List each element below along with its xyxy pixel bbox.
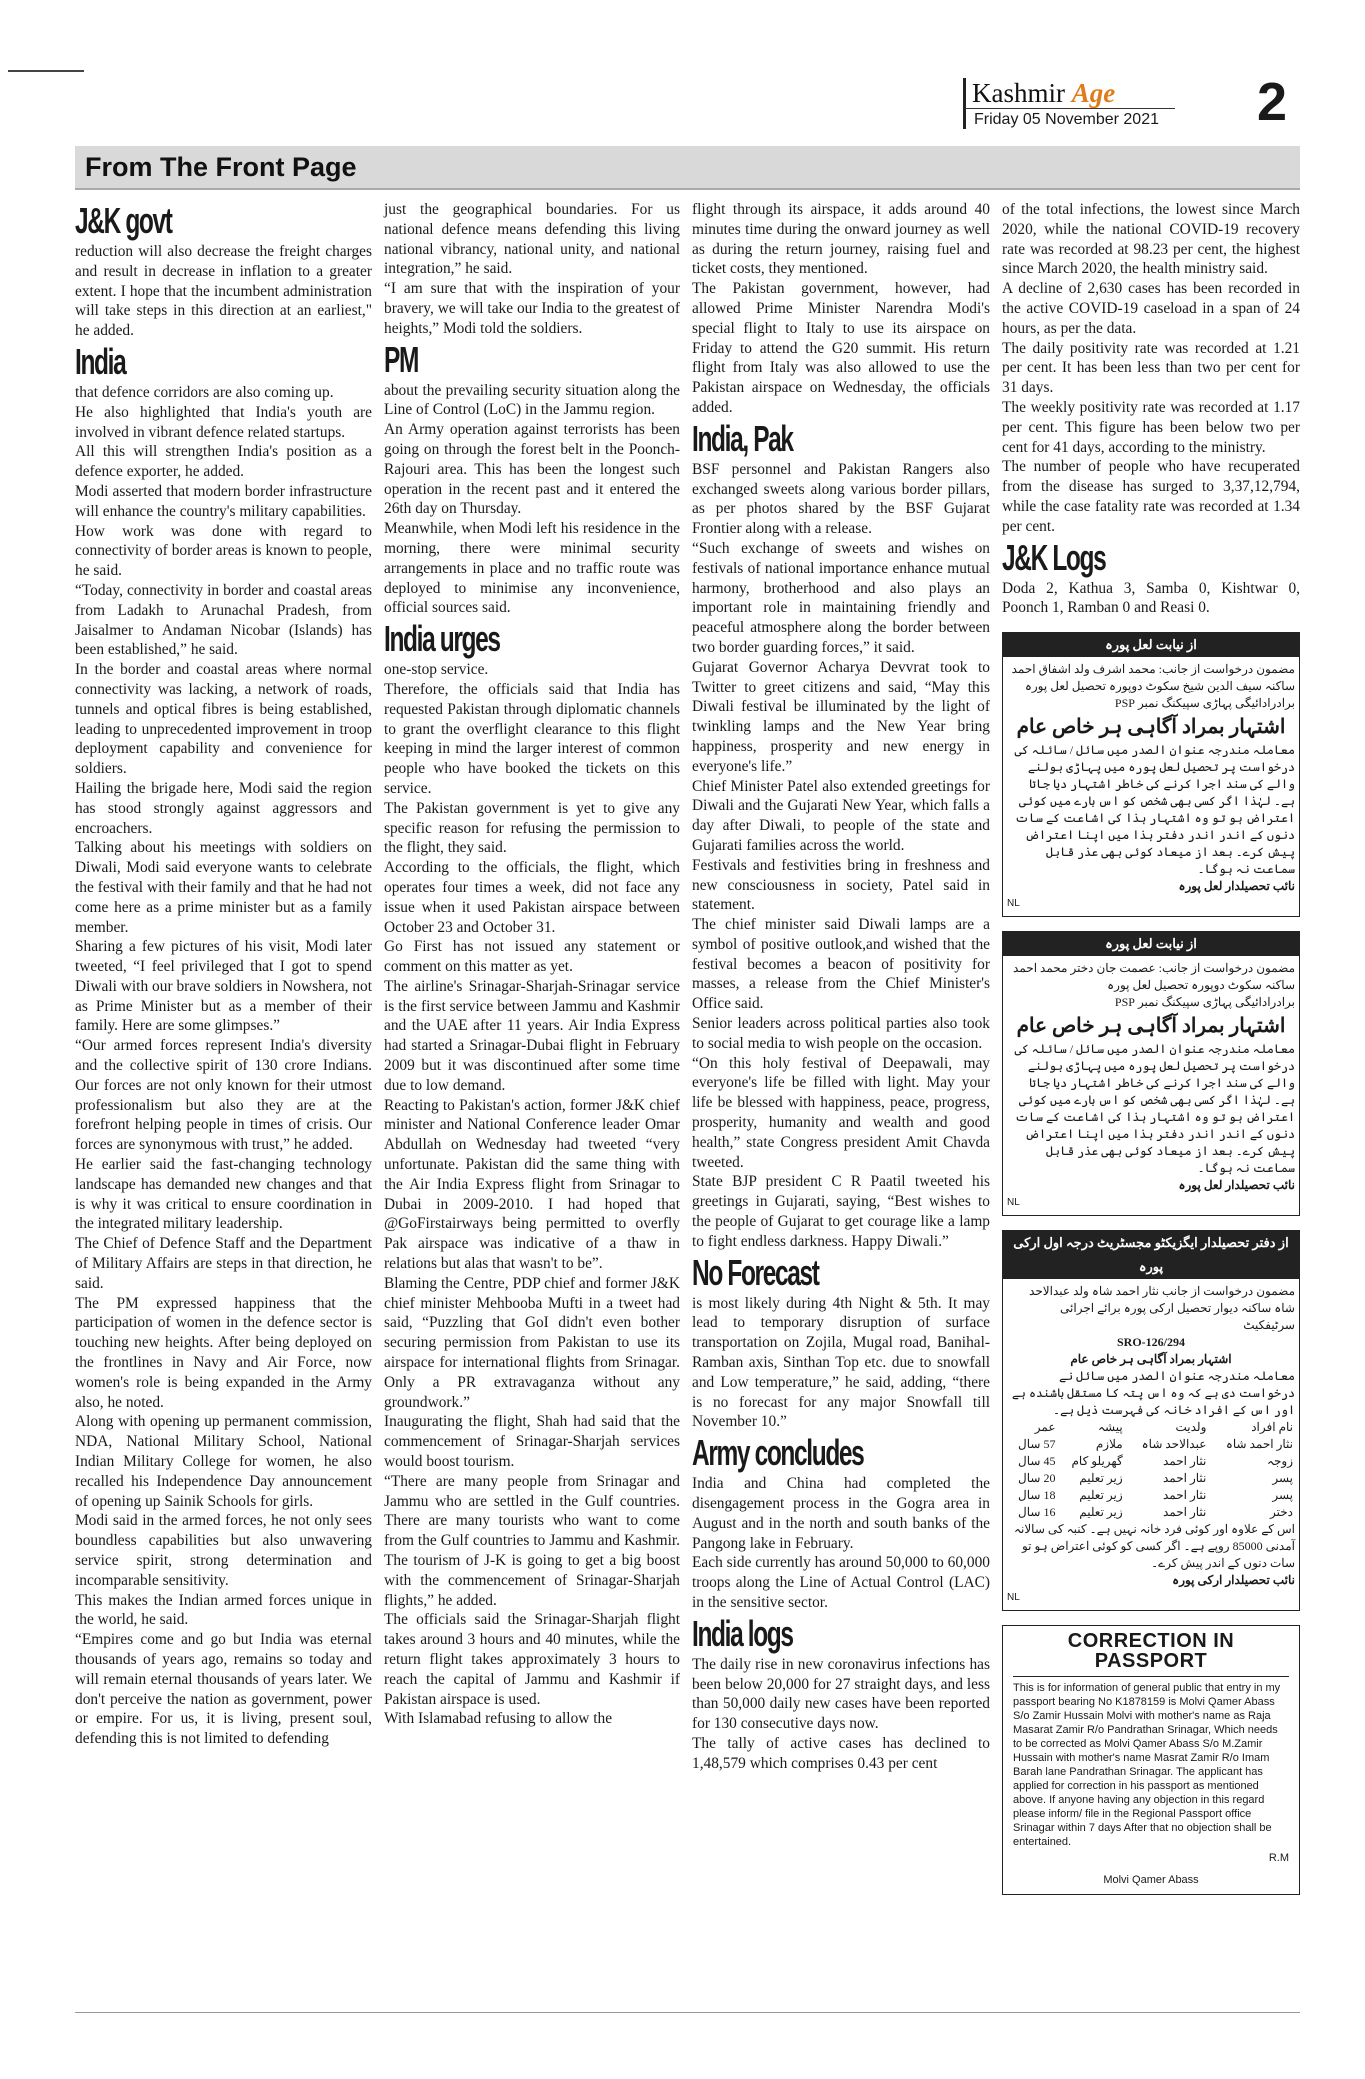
table-row xyxy=(1007,1470,1295,1487)
paragraph: Go First has not issued any statement or comment on this matter as yet. xyxy=(384,938,680,976)
notice-rm: R.M xyxy=(1268,1851,1289,1864)
paragraph: India and China had completed the disengagement process in the Gogra area in August and in the north and south banks of the Pangong lake in February. xyxy=(692,1475,990,1552)
headline-india-pak: India, Pak xyxy=(692,417,793,459)
column-2 xyxy=(384,200,680,1729)
table-cell: گھریلو کام xyxy=(1071,1454,1123,1469)
paragraph: Talking about his meetings with soldiers on Diwali, Modi said everyone wants to celebrate the festival with their family and that he had not come here as a prime minister but as a family member. xyxy=(75,839,372,936)
paragraph: This makes the Indian armed forces unique in the world, he said. xyxy=(75,1591,372,1629)
paragraph: just the geographical boundaries. For us national defence means defending this living national vibrancy, national unity, and national integration,” he said. xyxy=(384,201,680,278)
paragraph: Blaming the Centre, PDP chief and former J&K chief minister Mehbooba Mufti in a tweet had said, “Puzzling that GoI didn't even bother securing permission from Pakistan to use its airspace for international flights from Srinagar. Only a PR extravaganza without any groundwork.” xyxy=(384,1274,680,1411)
paragraph: Doda 2, Kathua 3, Samba 0, Kishtwar 0, Poonch 1, Ramban 0 and Reasi 0. xyxy=(1002,579,1300,617)
masthead xyxy=(963,78,1175,129)
table-cell: نثار احمد xyxy=(1162,1505,1207,1520)
paragraph: flight through its airspace, it adds around 40 minutes time during the onward journey as well as during the return journey, raising fuel and ticket costs, they mentioned. xyxy=(692,201,990,278)
table-cell: 16 سال xyxy=(1018,1505,1056,1520)
table-cell: نثار احمد xyxy=(1162,1454,1207,1469)
paragraph: The tally of active cases has declined to 1,48,579 which comprises 0.43 per cent xyxy=(692,1734,990,1772)
paragraph: The daily positivity rate was recorded at 1.21 per cent. It has been less than two per cent for 31 days. xyxy=(1002,339,1300,397)
notice-body: معاملہ مندرجہ عنوان الصدر میں سائل / سائلہ کی درخواست پر تحصیل لعل پورہ میں پہاڑی بولنے والے کی سند اجرا کرنے کی خاطر اشتہار دیا جاتا ہے۔ لہٰذا اگر کسی بھی شخص کو اس بارے میں کوئی اعتراض ہو تو وہ اشتہار ہذا کی اشاعت کے سات دنوں کے اندر اندر دفتر ہذا میں اپنا اعتراض پیش کرے۔ بعد از میعاد کوئی بھی عذر قابل سماعت نہ ہوگا۔ xyxy=(1014,743,1295,877)
paragraph: Reacting to Pakistan's action, former J&K chief minister and National Conference leader Omar Abdullah on Wednesday had tweeted “very unfortunate. Pakistan did the same thing with the Air India Express flight from Srinagar to Dubai in 2009-2010. I had hoped that @GoFirstairways being permitted to overfly Pak airspace was indicative of a thaw in relations but alas that wasn't to be”. xyxy=(384,1096,680,1273)
paragraph: Therefore, the officials said that India has requested Pakistan through diplomatic channels to grant the overflight clearance to this flight keeping in mind the larger interest of common people who have booked the tickets on this service. xyxy=(384,680,680,797)
notice-header: از نیابت لعل پورہ xyxy=(1003,932,1299,956)
table-row xyxy=(1007,1504,1295,1521)
paragraph: “Empires come and go but India was eternal thousands of years ago, remains so today and will remain eternal thousands of years later. We don't perceive the nation as government, power or empire. For us, it is living, present soul, defending this is not limited to defending xyxy=(75,1631,372,1748)
family-table xyxy=(1007,1419,1295,1521)
notice-title: اشتہار بمراد آگاہی ہر خاص عام xyxy=(1016,1015,1286,1038)
paragraph: Meanwhile, when Modi left his residence in the morning, there were minimal security arrangements in place and no traffic route was deployed to minimise any inconvenience, official sources said. xyxy=(384,520,680,617)
page-number: 2 xyxy=(1257,72,1288,132)
paragraph: Along with opening up permanent commission, NDA, National Military School, National Indian Military College for women, he also recalled his Independence Day announcement of opening up Sainik Schools for girls. xyxy=(75,1413,372,1510)
paragraph: “There are many people from Srinagar and Jammu who are settled in the Gulf countries. There are many tourists who want to come from the Gulf countries to Jammu and Kashmir. The tourism of J-K is going to get a big boost with the commencement of Srinagar-Sharjah flights,” he added. xyxy=(384,1472,680,1609)
headline-army-concludes: Army concludes xyxy=(692,1432,864,1474)
table-cell: 45 سال xyxy=(1018,1454,1056,1469)
notice-title: CORRECTION IN PASSPORT xyxy=(1013,1632,1289,1677)
paragraph: “Our armed forces represent India's diversity and the collective spirit of 130 crore Indians. Our forces are not only known for their utmost professionalism but also they are at the forefront helping people in times of crisis. Our forces are synonymous with trust,” he added. xyxy=(75,1037,372,1154)
paragraph: reduction will also decrease the freight charges and result in decrease in inflation to a greater extent. I hope that the incumbent administration will take steps in this direction at an earliest," he added. xyxy=(75,243,372,340)
table-header-cell: عمر xyxy=(1034,1420,1056,1435)
issue-date: Friday 05 November 2021 xyxy=(963,108,1175,129)
section-header xyxy=(75,146,1300,190)
paragraph: Each side currently has around 50,000 to 60,000 troops along the Line of Actual Control (LAC) in the sensitive sector. xyxy=(692,1554,990,1611)
paragraph: The Pakistan government, however, had allowed Prime Minister Narendra Modi's special flight to Italy to use its airspace on Friday to attend the G20 summit. His return flight from Italy was also allowed to use the Pakistan airspace on Wednesday, the officials added. xyxy=(692,280,990,416)
paragraph: With Islamabad refusing to allow the xyxy=(384,1710,613,1728)
table-cell: زیر تعلیم xyxy=(1079,1488,1123,1503)
paragraph: of the total infections, the lowest since March 2020, while the national COVID-19 recovery rate was recorded at 98.23 per cent, the highest since March 2020, the health ministry said. xyxy=(1002,201,1300,278)
paragraph: “I am sure that with the inspiration of your bravery, we will take our India to the greatest of heights,” Modi told the soldiers. xyxy=(384,280,680,337)
paragraph: Festivals and festivities bring in freshness and new consciousness in society, Patel said in statement. xyxy=(692,856,990,914)
notice-body: This is for information of general public that entry in my passport bearing No K1878159 is Molvi Qamer Abass S/o Zamir Hussain Molvi with mother's name as Raja Masarat Zamir R/o Pandrathan Srinagar, Which needs to be corrected as Molvi Qamer Abass S/o M.Zamir Hussain with mother's name Masrat Zamir R/o Imam Barah lane Pandrathan Srinagar. The applicant has applied for correction in his passport as mentioned above. If anyone having any objection in this regard please inform/ file in the Regional Passport office Srinagar within 7 days After that no objection shall be entertained. xyxy=(1013,1681,1281,1848)
notice-body: معاملہ مندرجہ عنوان الصدر میں سائل / سائلہ کی درخواست پر تحصیل لعل پورہ میں پہاڑی بولنے والے کی سند اجرا کرنے کی خاطر اشتہار دیا جاتا ہے۔ لہٰذا اگر کسی بھی شخص کو اس بارے میں کوئی اعتراض ہو تو وہ اشتہار ہذا کی اشاعت کے سات دنوں کے اندر اندر دفتر ہذا میں اپنا اعتراض پیش کرے۔ بعد از میعاد کوئی بھی عذر قابل سماعت نہ ہوگا۔ xyxy=(1014,1042,1295,1176)
table-header-cell: پیشہ xyxy=(1097,1420,1123,1435)
notice-sro: SRO-126/294 xyxy=(1116,1335,1185,1350)
headline-pm: PM xyxy=(384,338,418,380)
notice-title: اشتہار بمراد آگاہی ہر خاص عام xyxy=(1016,716,1286,739)
notice-nl: NL xyxy=(1007,1592,1020,1604)
paragraph: The weekly positivity rate was recorded at 1.17 per cent. This figure has been below two per cent for 41 days, according to the ministry. xyxy=(1002,398,1300,456)
table-row xyxy=(1007,1436,1295,1453)
paragraph: “On this holy festival of Deepawali, may everyone's life be filled with light. May your life be blessed with happiness, peace, progress, prosperity, humanity and wealth and good health,” state Congress president Amit Chavda tweeted. xyxy=(692,1054,990,1171)
urdu-notice-1 xyxy=(1002,632,1300,917)
paragraph: Modi said in the armed forces, he not only sees boundless capabilities but also unwavering service spirit, strong determination and incomparable sensitivity. xyxy=(75,1512,372,1589)
table-header-row xyxy=(1007,1419,1295,1436)
paragraph: The Pakistan government is yet to give any specific reason for refusing the permission to the flight, they said. xyxy=(384,799,680,857)
table-cell: دختر xyxy=(1269,1505,1293,1520)
table-cell: پسر xyxy=(1272,1471,1293,1486)
table-cell: نثار احمد xyxy=(1162,1471,1207,1486)
headline-india: India xyxy=(75,340,126,382)
notice-signature: نائب تحصیلدار ارکی پورہ xyxy=(1172,1573,1295,1588)
newspaper-logo: Kashmir Age xyxy=(963,78,1175,108)
headline-jk-logs: J&K Logs xyxy=(1002,536,1106,578)
notice-body-2: اس کے علاوہ اور کوئی فرد خانہ نہیں ہے۔ کنبہ کی سالانہ آمدنی 85000 روپے ہے۔ اگر کسی کو کوئی اعتراض ہو تو سات دنوں کے اندر پیش کرے۔ xyxy=(1013,1522,1295,1571)
column-4 xyxy=(1002,200,1300,1895)
paragraph: The chief minister said Diwali lamps are a symbol of positive outlook,and wished that the festival becomes a beacon of positivity for masses, a release from the Chief Minister's Office said. xyxy=(692,916,990,1013)
notice-intro: مضمون درخواست از جانب: عصمت جان دختر محمد احمد ساکنہ سکوٹ دوپورہ تحصیل لعل پورہ xyxy=(1013,961,1295,993)
table-cell: پسر xyxy=(1272,1488,1293,1503)
table-cell: عبدالاحد شاہ xyxy=(1141,1437,1207,1452)
notice-signature: نائب تحصیلدار لعل پورہ xyxy=(1178,1178,1295,1193)
paragraph: “Such exchange of sweets and wishes on festivals of national importance enhance mutual harmony, brotherhood and also plays an important role in maintaining friendly and peaceful atmosphere along the border between two border guarding forces,” it said. xyxy=(692,539,990,656)
top-rule xyxy=(8,70,84,72)
paragraph: According to the officials, the flight, which operates four times a week, did not face any issue when it used Pakistan airspace between October 23 and October 31. xyxy=(384,859,680,936)
urdu-notice-3 xyxy=(1002,1230,1300,1611)
paragraph: BSF personnel and Pakistan Rangers also exchanged sweets along various border pillars, as per photos shared by the BSF Gujarat Frontier along with a release. xyxy=(692,460,990,538)
notice-nl: NL xyxy=(1007,898,1020,910)
table-cell: 57 سال xyxy=(1018,1437,1056,1452)
paragraph: is most likely during 4th Night & 5th. It may lead to temporary disruption of surface transportation on Zojila, Mugal road, Banihal-Ramban axis, Sinthan Top etc. due to snowfall and Low temperature,” he said, adding, “there is no forecast for any major Snowfall till November 10.” xyxy=(692,1294,990,1431)
paragraph: In the border and coastal areas where normal connectivity was lacking, a network of roads, tunnels and optical fibres is being established, leading to unprecedented improvement in troop deployment capability and convenience for soldiers. xyxy=(75,661,372,778)
table-header-cell: ولدیت xyxy=(1175,1420,1207,1435)
table-cell: 20 سال xyxy=(1018,1471,1056,1486)
paragraph: Gujarat Governor Acharya Devvrat took to Twitter to greet citizens and said, “May this Diwali festival be illuminated by the light of twinkling lamps and the New Year bring happiness, prosperity and new energy in everyone's life.” xyxy=(692,658,990,775)
paragraph: Senior leaders across political parties also took to social media to wish people on the occasion. xyxy=(692,1015,990,1052)
notice-nl: NL xyxy=(1007,1197,1020,1209)
table-header-cell: نام افراد xyxy=(1251,1420,1293,1435)
paragraph: Hailing the brigade here, Modi said the region has stood strongly against aggressors and encroachers. xyxy=(75,779,372,837)
notice-intro: مضمون درخواست از جانب: محمد اشرف ولد اشفاق احمد ساکنہ سیف الدین شیخ سکوٹ دوپورہ تحصیل لعل پورہ xyxy=(1011,662,1295,694)
notice-header: از نیابت لعل پورہ xyxy=(1003,633,1299,657)
paragraph: The officials said the Srinagar-Sharjah flight takes around 3 hours and 40 minutes, while the return flight takes approximately 3 hours to reach the capital of Jammu and Kashmir if Pakistan airspace is used. xyxy=(384,1611,680,1708)
passport-correction-notice xyxy=(1002,1625,1300,1895)
notice-header: از دفتر تحصیلدار ایگزیکٹو مجسٹریٹ درجہ اول ارکی پورہ xyxy=(1003,1231,1299,1279)
paragraph: An Army operation against terrorists has been going on through the forest belt in the Poonch-Rajouri area. This has been the longest such operation in the recent past and it entered the 26th day on Thursday. xyxy=(384,421,680,518)
urdu-notice-2 xyxy=(1002,931,1300,1216)
paragraph: He also highlighted that India's youth are involved in vibrant defence related startups. xyxy=(75,403,372,441)
headline-no-forecast: No Forecast xyxy=(692,1251,819,1293)
paragraph: “Today, connectivity in border and coastal areas from Ladakh to Arunachal Pradesh, from Jaisalmer to Andaman Nicobar (Islands) has been established,” he said. xyxy=(75,581,372,659)
notice-psp: برادرادائیگی پہاڑی سپیکنگ نمبر PSP xyxy=(1114,995,1295,1010)
paragraph: The PM expressed happiness that the participation of women in the defence sector is touching new heights. After being deployed on the frontlines in Navy and Air Force, now women's role is being expanded in the Army also, he noted. xyxy=(75,1294,372,1411)
column-3 xyxy=(692,200,990,1774)
notice-intro: مضمون درخواست از جانب نثار احمد شاہ ولد عبدالاحد شاہ ساکنہ دیوار تحصیل ارکی پورہ برائے اجرائی سرٹیفکیٹ xyxy=(1029,1284,1295,1333)
table-row xyxy=(1007,1453,1295,1470)
table-row xyxy=(1007,1487,1295,1504)
paragraph: The number of people who have recuperated from the disease has surged to 3,37,12,794, while the case fatality rate was recorded at 1.34 per cent. xyxy=(1002,458,1300,535)
notice-signature: نائب تحصیلدار لعل پورہ xyxy=(1178,879,1295,894)
notice-psp: برادرادائیگی پہاڑی سپیکنگ نمبر PSP xyxy=(1114,696,1295,711)
column-1 xyxy=(75,200,372,1749)
table-cell: زیر تعلیم xyxy=(1079,1471,1123,1486)
paragraph: about the prevailing security situation along the Line of Control (LoC) in the Jammu region. xyxy=(384,381,680,419)
headline-india-logs: India logs xyxy=(692,1612,793,1654)
section-title: From The Front Page xyxy=(85,152,357,182)
table-cell: زوجہ xyxy=(1266,1454,1293,1469)
paragraph: Inaugurating the flight, Shah had said that the commencement of Srinagar-Sharjah services would boost tourism. xyxy=(384,1413,680,1471)
table-cell: نثار احمد xyxy=(1162,1488,1207,1503)
table-cell: ملازم xyxy=(1095,1437,1123,1452)
notice-signature: Molvi Qamer Abass xyxy=(1103,1873,1199,1886)
paragraph: The airline's Srinagar-Sharjah-Srinagar service is the first service between Jammu and Kashmir and the UAE after 11 years. Air India Express had started a Srinagar-Dubai flight in February 2009 but it was discontinued after some time due to low demand. xyxy=(384,977,680,1094)
paragraph: How work was done with regard to connectivity of border areas is known to people, he said. xyxy=(75,522,372,580)
table-cell: نثار احمد شاہ xyxy=(1225,1437,1293,1452)
paragraph: Sharing a few pictures of his visit, Modi later tweeted, “I feel privileged that I got to spend Diwali with our brave soldiers in Nowshera, not as Prime Minister but as a member of their family. Here are some glimpses.” xyxy=(75,938,372,1035)
paragraph: that defence corridors are also coming up. xyxy=(75,383,334,401)
paragraph: The daily rise in new coronavirus infections has been below 20,000 for 27 straight days, and less than 50,000 daily new cases have been reported for 130 consecutive days now. xyxy=(692,1655,990,1733)
paragraph: Modi asserted that modern border infrastructure will enhance the country's military capabilities. xyxy=(75,482,372,520)
headline-india-urges: India urges xyxy=(384,618,500,660)
paragraph: All this will strengthen India's position as a defence exporter, he added. xyxy=(75,443,372,481)
paragraph: The Chief of Defence Staff and the Department of Military Affairs are steps in that direction, he said. xyxy=(75,1235,372,1292)
bottom-rule xyxy=(75,2012,1300,2013)
paragraph: State BJP president C R Paatil tweeted his greetings in Gujarati, saying, “Best wishes to the people of Gujarat to get courage like a lamp to fight endless darkness. Happy Diwali.” xyxy=(692,1173,990,1250)
table-cell: زیر تعلیم xyxy=(1079,1505,1123,1520)
paragraph: A decline of 2,630 cases has been recorded in the active COVID-19 caseload in a span of 24 hours, as per the data. xyxy=(1002,280,1300,337)
table-cell: 18 سال xyxy=(1018,1488,1056,1503)
paragraph: He earlier said the fast-changing technology landscape has demanded new changes and that is why it was critical to ensure coordination in the integrated military leadership. xyxy=(75,1156,372,1233)
paragraph: Chief Minister Patel also extended greetings for Diwali and the Gujarati New Year, which falls a day after Diwali, to people of the state and Gujarati families across the world. xyxy=(692,777,990,854)
headline-jk-govt: J&K govt xyxy=(75,200,172,241)
paragraph: one-stop service. xyxy=(384,661,489,679)
notice-title: اشتہار بمراد آگاہی ہر خاص عام xyxy=(1070,1352,1232,1367)
notice-body: معاملہ مندرجہ عنوان الصدر میں سائل نے درخواست دی ہے کہ وہ اس پتہ کا مستقل باشندہ ہے اور اس کے افراد خانہ کی فہرست ذیل ہے۔ xyxy=(1011,1369,1295,1418)
